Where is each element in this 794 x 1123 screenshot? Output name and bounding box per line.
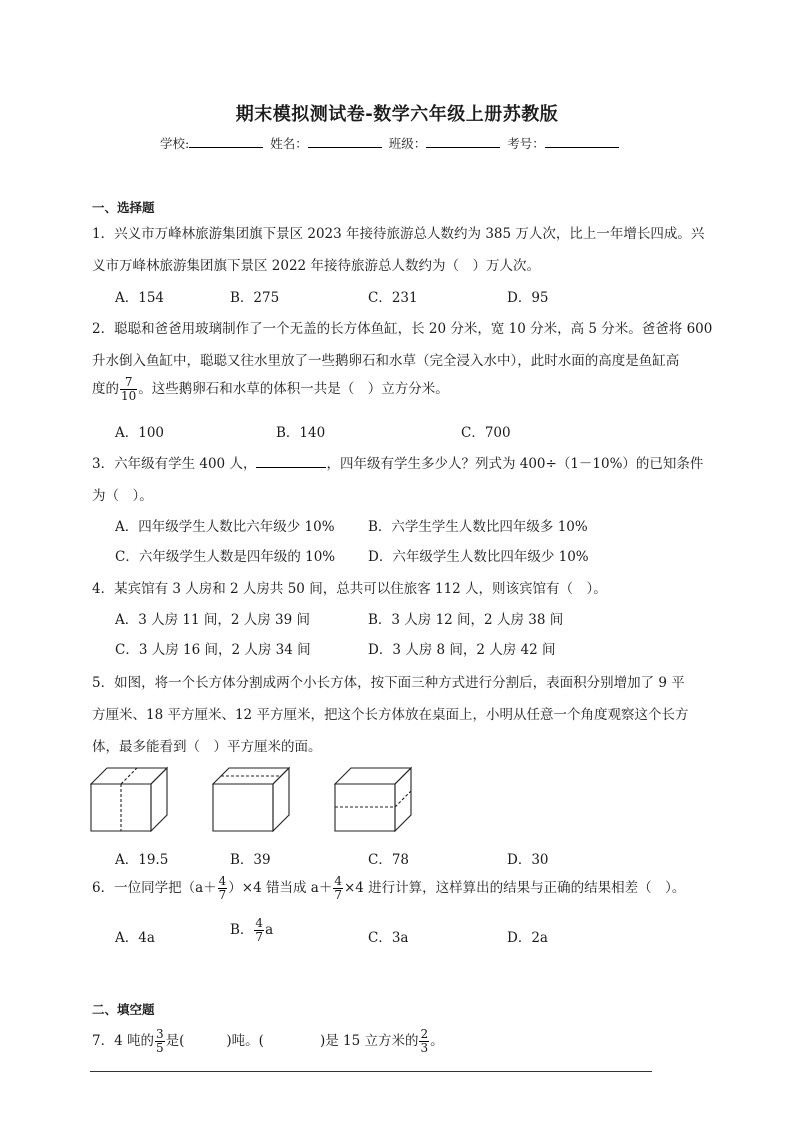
- q2-option-c[interactable]: C．700: [461, 425, 511, 441]
- fraction-denominator: 7: [334, 888, 342, 902]
- name-blank[interactable]: [308, 135, 382, 148]
- q4-line1: 4．某宾馆有 3 人房和 2 人房共 50 间，总共可以住旅客 112 人，则该宾馆有（ ）。: [92, 581, 607, 597]
- q2-option-b[interactable]: B．140: [276, 425, 326, 441]
- fraction-denominator: 7: [255, 930, 264, 944]
- fraction-denominator: 7: [218, 888, 227, 902]
- cuboid-figure-vertical-cut: [90, 766, 168, 832]
- name-label: 姓名：: [270, 136, 308, 151]
- cuboid-figure-horizontal-cut: [334, 766, 412, 832]
- q4-option-d[interactable]: D．3 人房 8 间，2 人房 42 间: [368, 642, 556, 658]
- q2-line3-pre: 度的: [92, 381, 119, 397]
- fraction-denominator: 3: [420, 1041, 429, 1055]
- q3-option-d[interactable]: D．六年级学生人数比四年级少 10%: [368, 549, 589, 565]
- section-heading-fill: 二、填空题: [92, 1002, 155, 1017]
- q6-post: ×4 进行计算，这样算出的结果与正确的结果相差（ ）。: [343, 880, 686, 896]
- q6-option-a[interactable]: A．4a: [115, 930, 155, 946]
- q6-option-d[interactable]: D．2a: [507, 930, 548, 946]
- q3-option-c[interactable]: C．六年级学生人数是四年级的 10%: [115, 549, 336, 565]
- q1-option-d[interactable]: D．95: [507, 290, 549, 306]
- q4-option-b[interactable]: B．3 人房 12 间，2 人房 38 间: [368, 612, 564, 628]
- q5-line2: 方厘米、18 平方厘米、12 平方厘米，把这个长方体放在桌面上，小明从任意一个角度观察这个长方: [92, 707, 689, 723]
- q4-option-a[interactable]: A．3 人房 11 间，2 人房 39 间: [115, 612, 311, 628]
- q5-line1: 5．如图，将一个长方体分割成两个小长方体，按下面三种方式进行分割后，表面积分别增加了 9 平: [92, 675, 685, 691]
- fraction-numerator: 4: [334, 874, 342, 888]
- q6-option-b[interactable]: [230, 917, 273, 944]
- q5-option-d[interactable]: D．30: [507, 852, 549, 868]
- fraction-denominator: 5: [155, 1041, 164, 1055]
- q1-line2: 义市万峰林旅游集团旗下景区 2022 年接待旅游总人数约为（ ）万人次。: [92, 258, 540, 274]
- q3-option-a[interactable]: A．四年级学生人数比六年级少 10%: [115, 519, 335, 535]
- school-blank[interactable]: [189, 135, 263, 148]
- q1-option-b[interactable]: B．275: [230, 290, 280, 306]
- q2-line3-post: 。这些鹅卵石和水草的体积一共是（ ）立方分米。: [138, 381, 449, 397]
- q3-line1: [92, 452, 703, 472]
- q5-line3: 体，最多能看到（ ）平方厘米的面。: [92, 739, 322, 755]
- number-label: 考号：: [507, 136, 545, 151]
- q1-option-c[interactable]: C．231: [368, 290, 418, 306]
- fraction-numerator: 4: [218, 874, 227, 888]
- section-heading-choice: 一、选择题: [92, 200, 155, 215]
- fraction-numerator: 7: [120, 376, 137, 390]
- cuboid-figure-top-cut: [212, 766, 290, 832]
- q3-line1-pre: 3．六年级有学生 400 人，: [92, 456, 257, 472]
- q7-pre: 7．4 吨的: [92, 1033, 154, 1049]
- q7-mid1: 是(: [165, 1033, 185, 1049]
- q6-option-b-fraction: [254, 917, 264, 944]
- q1-line1: 1．兴义市万峰林旅游集团旗下景区 2023 年接待旅游总人数约为 385 万人次，比上一年增长四成。兴: [92, 226, 705, 242]
- q3-line1-post: ，四年级有学生多少人？列式为 400÷（1－10%）的已知条件: [326, 456, 704, 472]
- fraction-denominator: 10: [121, 389, 137, 403]
- number-blank[interactable]: [545, 135, 619, 148]
- q2-line3: [92, 376, 449, 403]
- q5-option-a[interactable]: A．19.5: [115, 852, 169, 868]
- q3-line2: 为（ ）。: [92, 488, 153, 504]
- q3-blank[interactable]: [256, 455, 326, 468]
- q6-fraction-1: [218, 875, 228, 902]
- bottom-rule: [90, 1071, 652, 1072]
- q2-fraction: [120, 376, 137, 403]
- q5-option-b[interactable]: B．39: [230, 852, 271, 868]
- q7-fraction-1: [155, 1028, 165, 1055]
- q2-option-a[interactable]: A．100: [115, 425, 165, 441]
- q6-fraction-2: [333, 875, 343, 902]
- q7-line1: [92, 1028, 444, 1055]
- q6-line1: [92, 875, 685, 902]
- q1-option-a[interactable]: A．154: [115, 290, 165, 306]
- student-info-line: [160, 134, 622, 152]
- q4-option-c[interactable]: C．3 人房 16 间，2 人房 34 间: [115, 642, 311, 658]
- q7-fraction-2: [419, 1028, 429, 1055]
- school-label: 学校:: [160, 136, 190, 151]
- q3-option-b[interactable]: B．六学生学生人数比四年级多 10%: [368, 519, 588, 535]
- q7-post: 。: [430, 1033, 444, 1049]
- q2-line2: 升水倒入鱼缸中，聪聪又往水里放了一些鹅卵石和水草（完全浸入水中），此时水面的高度是鱼缸高: [92, 353, 680, 369]
- page-title: 期末模拟测试卷-数学六年级上册苏教版: [235, 104, 559, 125]
- q6-mid: ）×4 错当成 a＋: [228, 880, 333, 896]
- class-blank[interactable]: [426, 135, 500, 148]
- q6-pre: 6．一位同学把（a＋: [92, 880, 217, 896]
- q7-mid2: )吨。(: [226, 1033, 264, 1049]
- fraction-numerator: 2: [420, 1027, 429, 1041]
- q2-line1: 2．聪聪和爸爸用玻璃制作了一个无盖的长方体鱼缸，长 20 分米，宽 10 分米，高 5 分米。爸爸将 600: [92, 321, 713, 337]
- q5-option-c[interactable]: C．78: [368, 852, 410, 868]
- fraction-numerator: 4: [255, 916, 264, 930]
- q7-mid3: )是 15 立方米的: [319, 1033, 419, 1049]
- q6-option-b-label: B．: [230, 922, 254, 938]
- class-label: 班级：: [388, 136, 427, 151]
- q6-option-c[interactable]: C．3a: [368, 930, 409, 946]
- q6-option-b-var: a: [265, 922, 274, 938]
- fraction-numerator: 3: [155, 1027, 164, 1041]
